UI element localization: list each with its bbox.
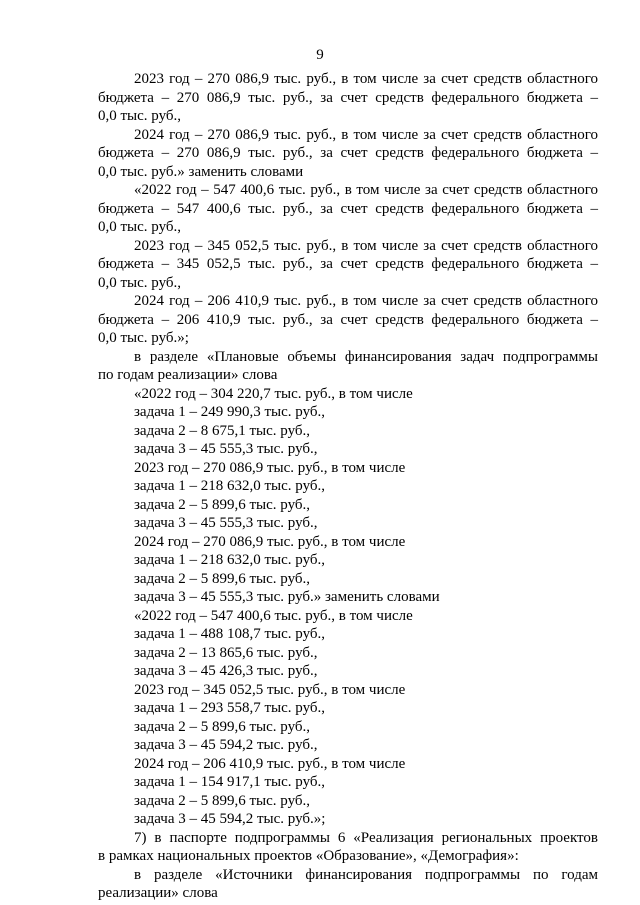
text-line: 2024 год – 206 410,9 тыс. руб., в том числе bbox=[134, 755, 406, 772]
text-line: «2022 год – 547 400,6 тыс. руб., в том числе bbox=[134, 607, 413, 624]
text-line: задача 1 – 488 108,7 тыс. руб., bbox=[134, 626, 326, 642]
text-line: задача 3 – 45 426,3 тыс. руб., bbox=[134, 663, 318, 679]
text-line: 0,0 тыс. руб.» заменить словами bbox=[98, 163, 304, 180]
text-line: 2023 год – 345 052,5 тыс. руб., в том числе bbox=[134, 681, 406, 698]
text-line: задача 3 – 45 555,3 тыс. руб., bbox=[134, 441, 318, 457]
text-line: в рамках национальных проектов «Образование», «Демография»: bbox=[98, 848, 519, 864]
text-line: задача 1 – 218 632,0 тыс. руб., bbox=[134, 478, 326, 494]
text-line: 0,0 тыс. руб., bbox=[98, 219, 182, 235]
text-line: 2024 год – 270 086,9 тыс. руб., в том числе за счет средств областного bbox=[134, 126, 598, 143]
text-line: по годам реализации» слова bbox=[98, 367, 278, 383]
text-line: задача 2 – 5 899,6 тыс. руб., bbox=[134, 570, 311, 587]
text-line: 2023 год – 345 052,5 тыс. руб., в том числе за счет средств областного bbox=[134, 237, 598, 254]
text-line: задача 3 – 45 555,3 тыс. руб.» заменить словами bbox=[134, 589, 440, 605]
text-line: задача 2 – 5 899,6 тыс. руб., bbox=[134, 496, 311, 513]
text-line: задача 1 – 218 632,0 тыс. руб., bbox=[134, 552, 326, 568]
document-body bbox=[98, 70, 598, 903]
text-line: задача 1 – 249 990,3 тыс. руб., bbox=[134, 404, 326, 420]
text-line: 0,0 тыс. руб.»; bbox=[98, 330, 189, 346]
text-line: «2022 год – 304 220,7 тыс. руб., в том числе bbox=[134, 385, 413, 402]
text-line: 2023 год – 270 086,9 тыс. руб., в том числе bbox=[134, 459, 406, 476]
text-line: задача 2 – 5 899,6 тыс. руб., bbox=[134, 792, 311, 809]
text-line: 7) в паспорте подпрограммы 6 «Реализация региональных проектов bbox=[134, 829, 598, 846]
text-line: 2023 год – 270 086,9 тыс. руб., в том числе за счет средств областного bbox=[134, 71, 598, 87]
text-line: задача 3 – 45 555,3 тыс. руб., bbox=[134, 515, 318, 531]
text-line: задача 3 – 45 594,2 тыс. руб.»; bbox=[134, 811, 326, 827]
text-line: задача 2 – 8 675,1 тыс. руб., bbox=[134, 422, 311, 439]
text-line: задача 1 – 293 558,7 тыс. руб., bbox=[134, 700, 326, 716]
text-line: 2024 год – 206 410,9 тыс. руб., в том числе за счет средств областного bbox=[134, 293, 598, 309]
text-line: бюджета – 270 086,9 тыс. руб., за счет средств федерального бюджета – bbox=[98, 145, 598, 161]
text-line: задача 3 – 45 594,2 тыс. руб., bbox=[134, 737, 318, 753]
text-line: «2022 год – 547 400,6 тыс. руб., в том числе за счет средств областного bbox=[134, 182, 598, 198]
text-line: в разделе «Плановые объемы финансирования задач подпрограммы bbox=[134, 348, 598, 365]
text-line: реализации» слова bbox=[98, 885, 218, 901]
text-line: бюджета – 206 410,9 тыс. руб., за счет средств федерального бюджета – bbox=[98, 311, 598, 328]
text-line: задача 1 – 154 917,1 тыс. руб., bbox=[134, 774, 326, 790]
text-line: 0,0 тыс. руб., bbox=[98, 274, 182, 291]
text-line: задача 2 – 13 865,6 тыс. руб., bbox=[134, 644, 318, 661]
text-line: бюджета – 547 400,6 тыс. руб., за счет средств федерального бюджета – bbox=[98, 200, 598, 217]
text-line: 2024 год – 270 086,9 тыс. руб., в том числе bbox=[134, 533, 406, 550]
text-line: в разделе «Источники финансирования подпрограммы по годам bbox=[134, 866, 598, 883]
text-line: бюджета – 345 052,5 тыс. руб., за счет средств федерального бюджета – bbox=[98, 256, 598, 272]
text-line: 0,0 тыс. руб., bbox=[98, 108, 182, 124]
text-line: задача 2 – 5 899,6 тыс. руб., bbox=[134, 718, 311, 735]
page-number: 9 bbox=[316, 47, 324, 63]
text-line: бюджета – 270 086,9 тыс. руб., за счет средств федерального бюджета – bbox=[98, 89, 598, 106]
